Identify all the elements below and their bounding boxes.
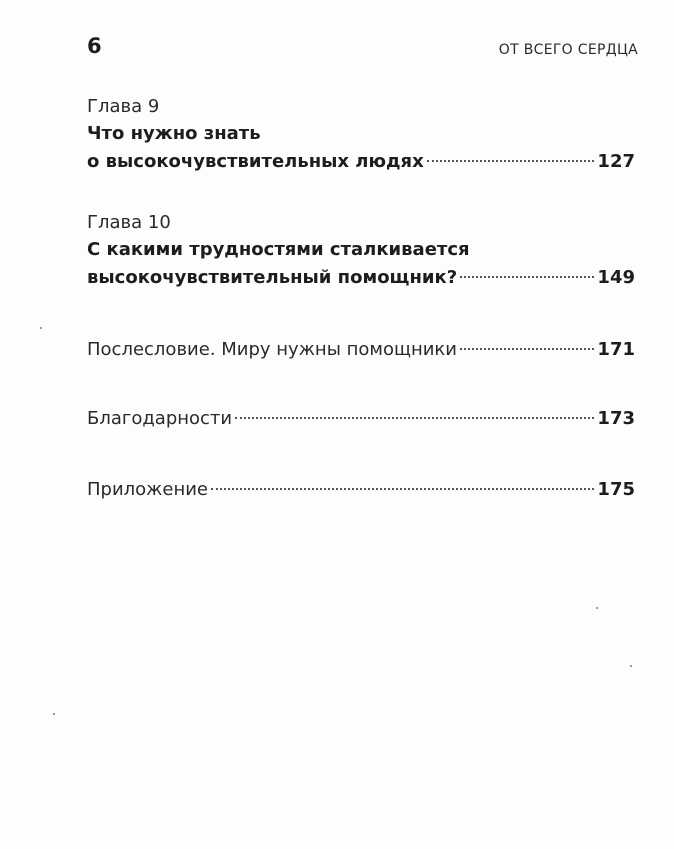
chapter-title-line: о высокочувствительных людях xyxy=(87,151,424,172)
dot-leader xyxy=(235,417,594,419)
section-title: Благодарности xyxy=(87,408,233,429)
toc-leader-row xyxy=(87,476,635,504)
scan-speck xyxy=(53,713,55,715)
page-ref: 171 xyxy=(597,339,635,360)
chapter-title-line: высокочувствительный помощник? xyxy=(87,267,458,288)
page-number: 6 xyxy=(87,34,102,58)
page-ref: 175 xyxy=(597,479,635,500)
page-ref: 173 xyxy=(597,408,635,429)
running-head: ОТ ВСЕГО СЕРДЦА xyxy=(498,42,638,58)
chapter-label: Глава 9 xyxy=(87,96,160,117)
toc-leader-row xyxy=(87,336,635,364)
chapter-title-line: Что нужно знать xyxy=(87,123,261,144)
toc-leader-row xyxy=(87,405,635,433)
page-ref: 149 xyxy=(597,267,635,288)
toc-leader-row xyxy=(87,148,635,176)
section-title: Послесловие. Миру нужны помощники xyxy=(87,339,457,360)
chapter-label: Глава 10 xyxy=(87,212,171,233)
dot-leader xyxy=(460,348,594,350)
dot-leader xyxy=(427,160,595,162)
dot-leader xyxy=(460,276,594,278)
scan-speck xyxy=(630,665,632,667)
chapter-title-line: С какими трудностями сталкивается xyxy=(87,239,470,260)
scan-speck xyxy=(40,327,42,329)
toc-entry-chapter-10 xyxy=(87,210,635,292)
scan-speck xyxy=(596,607,598,609)
page-ref: 127 xyxy=(597,151,635,172)
toc-entry-afterword xyxy=(87,336,635,364)
toc-entry-chapter-9 xyxy=(87,94,635,176)
toc-entry-appendix xyxy=(87,476,635,504)
toc-entry-acknowledgements xyxy=(87,405,635,433)
dot-leader xyxy=(211,488,594,490)
section-title: Приложение xyxy=(87,479,209,500)
toc-leader-row xyxy=(87,264,635,292)
